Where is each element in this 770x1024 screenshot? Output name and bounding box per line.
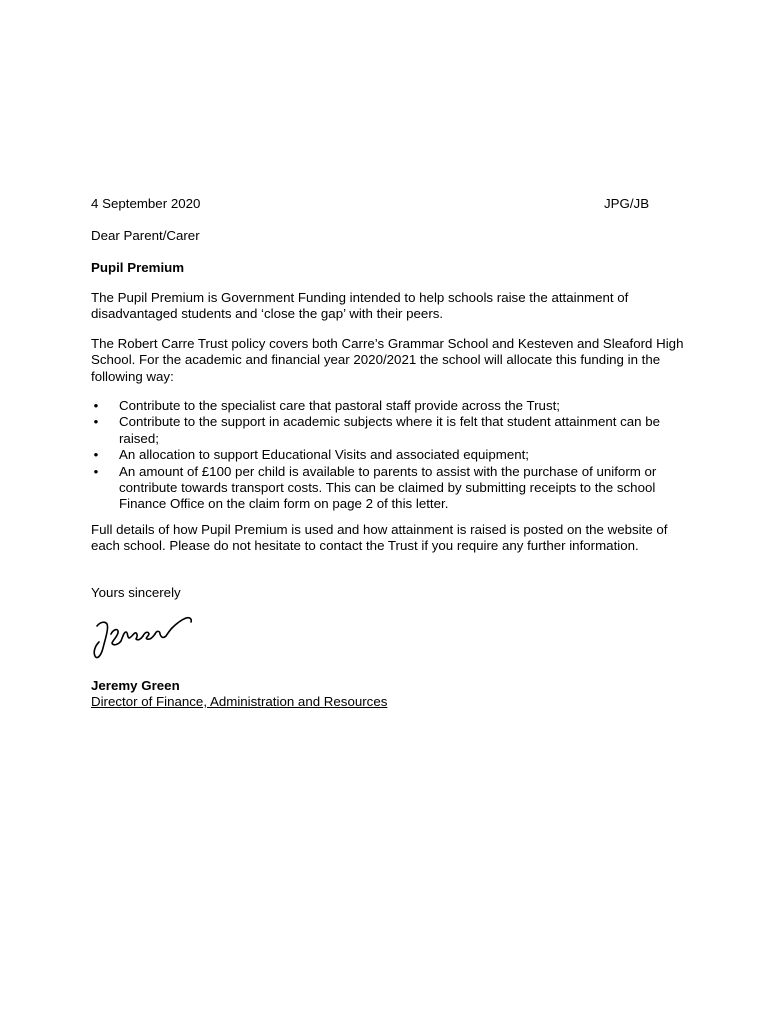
list-item-text: An allocation to support Educational Visits and associated equipment; [119, 447, 530, 463]
list-item [91, 464, 691, 513]
bullet-icon: • [93, 447, 99, 463]
closing: Yours sincerely [91, 585, 181, 600]
paragraph-details: Full details of how Pupil Premium is used and how attainment is raised is posted on the website of each school. Please do not hesitate to contact the Trust if you require any further information. [91, 522, 668, 554]
salutation: Dear Parent/Carer [91, 228, 200, 243]
list-item [91, 398, 691, 414]
bullet-icon: • [93, 463, 99, 479]
letter-subject: Pupil Premium [91, 260, 185, 275]
funding-allocation-list [91, 398, 691, 513]
list-item-text: An amount of £100 per child is available to parents to assist with the purchase of uniform or contribute towards transport costs. This can be claimed by submitting receipts to the school Finance Office on the claim form on page 2 of this letter. [119, 463, 657, 512]
letter-date: 4 September 2020 [91, 196, 201, 211]
list-item-text: Contribute to the specialist care that pastoral staff provide across the Trust; [119, 398, 560, 413]
handwritten-signature [91, 612, 209, 664]
letter-reference: JPG/JB [604, 196, 650, 211]
bullet-icon: • [93, 398, 99, 413]
bullet-icon: • [93, 414, 99, 430]
signatory-title: Director of Finance, Administration and Resources [91, 694, 388, 709]
list-item-text: Contribute to the support in academic subjects where it is felt that student attainment can be raised; [119, 414, 661, 446]
paragraph-intro: The Pupil Premium is Government Funding intended to help schools raise the attainment of disadvantaged students and ‘close the gap’ with their peers. [91, 290, 629, 322]
list-item [91, 414, 691, 447]
paragraph-policy: The Robert Carre Trust policy covers both Carre’s Grammar School and Kesteven and Sleaford High School. For the academic and financial year 2020/2021 the school will allocate this funding in the following way: [91, 336, 684, 384]
signatory-name: Jeremy Green [91, 678, 180, 693]
list-item [91, 447, 691, 463]
